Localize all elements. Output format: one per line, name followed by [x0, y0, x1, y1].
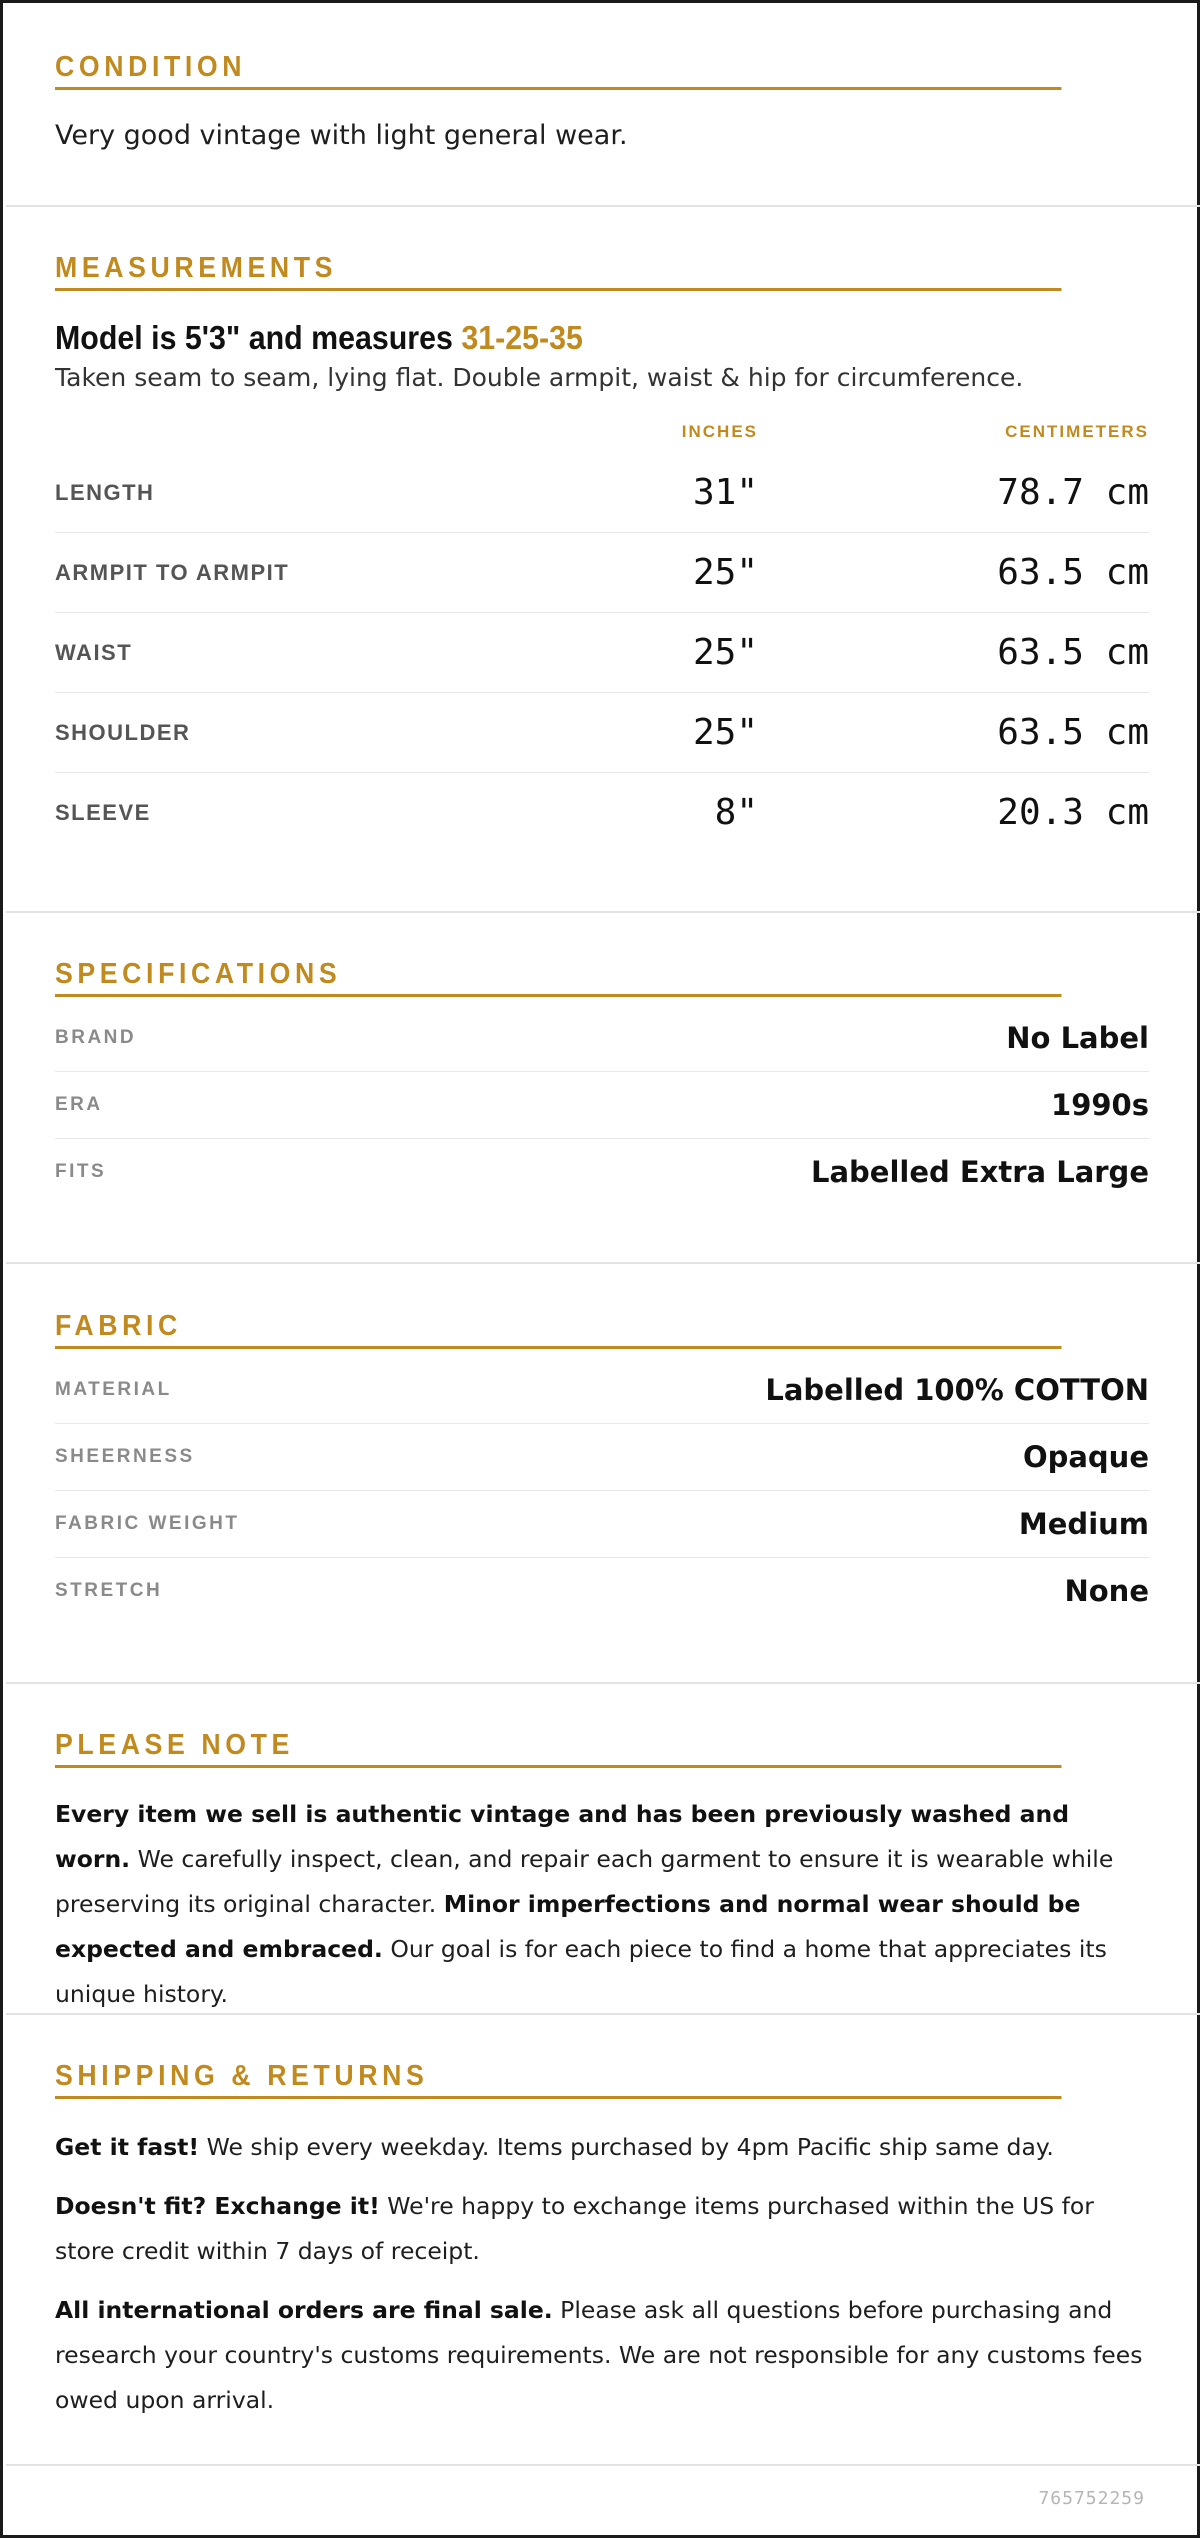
- section-divider: [6, 205, 1200, 207]
- measurement-label: SLEEVE: [55, 800, 151, 825]
- measurement-row: [55, 454, 1149, 533]
- fabric-value: Opaque: [1022, 1440, 1149, 1474]
- section-divider: [6, 1682, 1200, 1684]
- section-divider: [6, 2464, 1200, 2466]
- please-note-section: [55, 1725, 1149, 2017]
- measurement-inches: 25": [692, 632, 758, 673]
- shipping-bold-2: Doesn't fit? Exchange it!: [55, 2192, 380, 2220]
- spec-label: FITS: [55, 1161, 107, 1182]
- shipping-paragraph-1: [55, 2125, 1149, 2170]
- measurement-table: [55, 454, 1149, 854]
- measurement-inches: 31": [692, 472, 758, 513]
- fabric-value: Labelled 100% COTTON: [765, 1373, 1149, 1407]
- spec-row: [55, 1005, 1149, 1072]
- measurement-cm: 78.7 cm: [997, 472, 1149, 513]
- measurement-cm: 63.5 cm: [997, 552, 1149, 593]
- measurement-inches: 8": [714, 792, 758, 833]
- spec-row: [55, 1139, 1149, 1205]
- measurement-cm: 63.5 cm: [997, 712, 1149, 753]
- please-note-text: [55, 1792, 1149, 2017]
- condition-heading: CONDITION: [55, 47, 1061, 90]
- please-note-text-2: Our goal is for each piece to find a home that appreciates its unique history.: [55, 1935, 1107, 2008]
- measurement-label: SHOULDER: [55, 720, 191, 745]
- measurements-section: [55, 248, 1149, 854]
- spec-row: [55, 1072, 1149, 1139]
- centimeters-column-header: CENTIMETERS: [1005, 422, 1149, 441]
- fabric-row: [55, 1424, 1149, 1491]
- model-measurements: 31-25-35: [461, 319, 583, 356]
- measurement-label: WAIST: [55, 640, 133, 665]
- shipping-paragraph-3: [55, 2288, 1149, 2423]
- shipping-text-1: We ship every weekday. Items purchased by 4pm Pacific ship same day.: [199, 2133, 1054, 2161]
- spec-label: BRAND: [55, 1027, 137, 1048]
- fabric-table: [55, 1357, 1149, 1625]
- measurement-column-headers: [55, 414, 1149, 454]
- shipping-bold-1: Get it fast!: [55, 2133, 200, 2161]
- condition-text: Very good vintage with light general wear.: [55, 120, 628, 151]
- measurement-inches: 25": [692, 552, 758, 593]
- product-id: 765752259: [1038, 2488, 1145, 2509]
- measurement-cm: 63.5 cm: [997, 632, 1149, 673]
- fabric-value: Medium: [1018, 1507, 1149, 1541]
- fabric-label: SHEERNESS: [55, 1446, 195, 1467]
- measurement-row: [55, 694, 1149, 773]
- shipping-heading: SHIPPING & RETURNS: [55, 2056, 1061, 2099]
- measurements-heading: MEASUREMENTS: [55, 248, 1061, 291]
- measurement-inches: 25": [692, 712, 758, 753]
- measurement-row: [55, 774, 1149, 852]
- specifications-heading: SPECIFICATIONS: [55, 954, 1061, 997]
- fabric-section: [55, 1306, 1149, 1625]
- shipping-section: [55, 2056, 1149, 2423]
- spec-label: ERA: [55, 1094, 103, 1115]
- measurement-row: [55, 614, 1149, 693]
- spec-value: No Label: [1006, 1021, 1149, 1055]
- spec-value: 1990s: [1051, 1088, 1149, 1122]
- specifications-table: [55, 1005, 1149, 1205]
- fabric-value: None: [1064, 1574, 1149, 1608]
- fabric-label: MATERIAL: [55, 1379, 172, 1400]
- fabric-label: STRETCH: [55, 1580, 163, 1601]
- measurement-label: LENGTH: [55, 480, 155, 505]
- measurement-label: ARMPIT TO ARMPIT: [55, 560, 290, 585]
- spec-value: Labelled Extra Large: [810, 1155, 1149, 1189]
- section-divider: [6, 911, 1200, 913]
- section-divider: [6, 2013, 1200, 2015]
- shipping-text-3: Please ask all questions before purchasing and research your country's customs requirements. We are not responsible for any customs fees owed upon arrival.: [55, 2296, 1143, 2414]
- fabric-row: [55, 1558, 1149, 1624]
- section-divider: [6, 1262, 1200, 1264]
- please-note-bold-2: Minor imperfections and normal wear should be expected and embraced.: [55, 1890, 1081, 1963]
- measurement-note: Taken seam to seam, lying flat. Double armpit, waist & hip for circumference.: [55, 363, 1024, 392]
- model-info: [55, 319, 1061, 357]
- please-note-heading: PLEASE NOTE: [55, 1725, 1061, 1768]
- shipping-bold-3: All international orders are final sale.: [55, 2296, 553, 2324]
- fabric-row: [55, 1491, 1149, 1558]
- fabric-label: FABRIC WEIGHT: [55, 1513, 240, 1534]
- measurement-row: [55, 534, 1149, 613]
- model-info-text: Model is 5'3" and measures: [55, 319, 462, 356]
- measurement-cm: 20.3 cm: [997, 792, 1149, 833]
- shipping-paragraph-2: [55, 2184, 1149, 2274]
- shipping-text-2: We're happy to exchange items purchased within the US for store credit within 7 days of receipt.: [55, 2192, 1094, 2265]
- fabric-heading: FABRIC: [55, 1306, 1061, 1349]
- please-note-bold-1: Every item we sell is authentic vintage and has been previously washed and worn.: [55, 1800, 1070, 1873]
- inches-column-header: INCHES: [681, 422, 758, 441]
- specifications-section: [55, 954, 1149, 1205]
- condition-section: [55, 47, 1149, 151]
- fabric-row: [55, 1357, 1149, 1424]
- please-note-text-1: We carefully inspect, clean, and repair each garment to ensure it is wearable while preserving its original character.: [55, 1845, 1114, 1918]
